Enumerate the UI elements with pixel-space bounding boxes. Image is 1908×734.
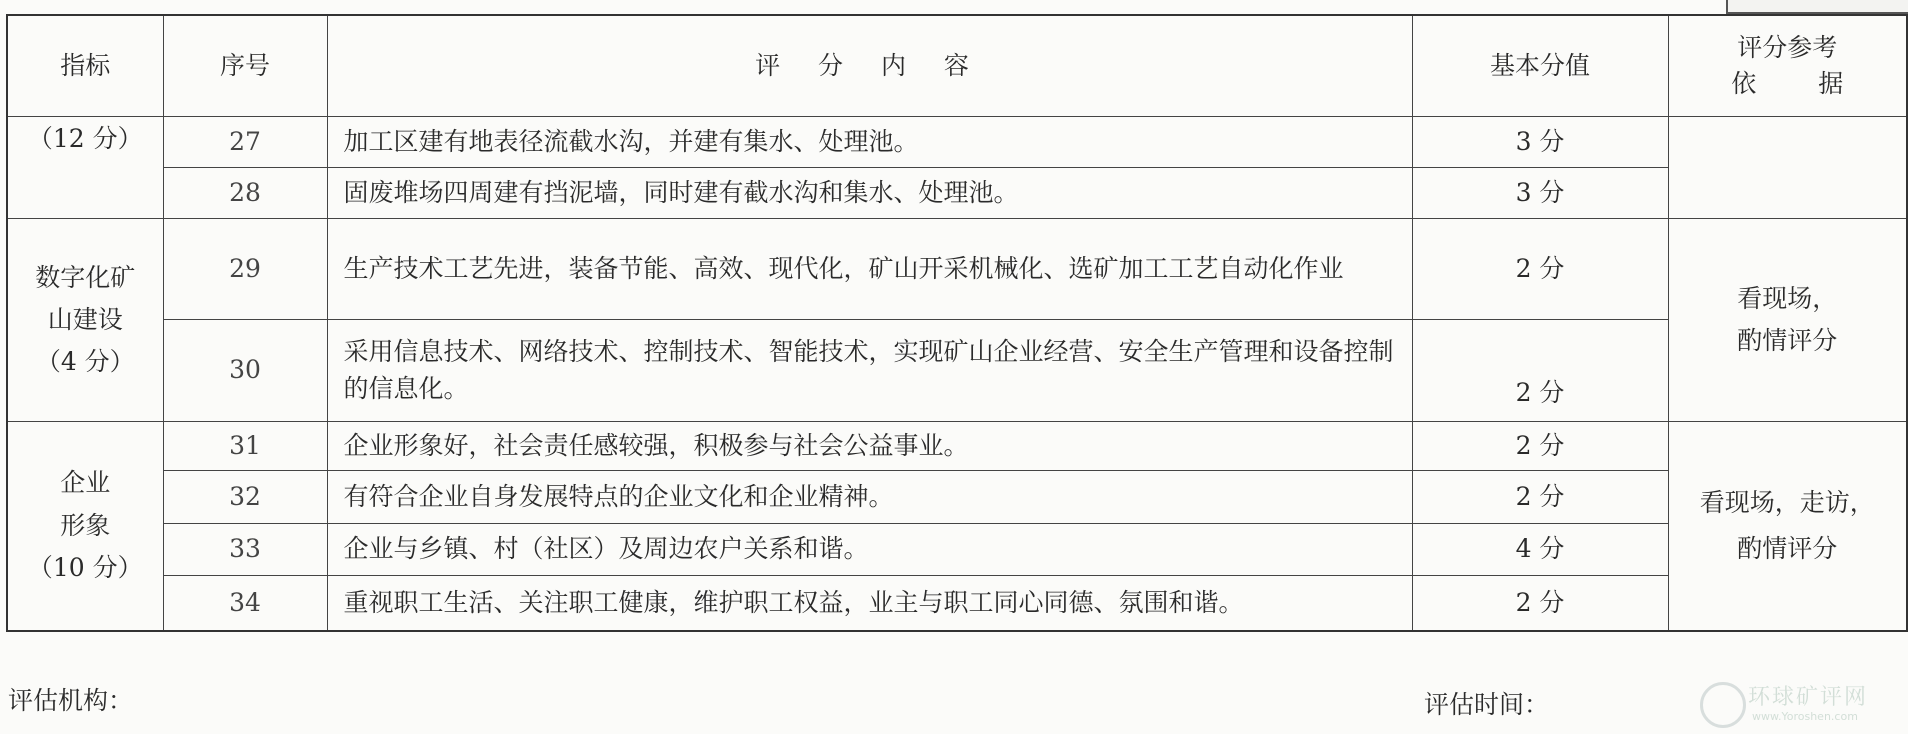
basis-cell-g1 — [1668, 117, 1907, 219]
basis-line: 酌情评分 — [1737, 533, 1838, 563]
content-cell: 有符合企业自身发展特点的企业文化和企业精神。 — [327, 471, 1412, 524]
table-row — [7, 320, 1907, 422]
indicator-line: （10 分） — [27, 552, 143, 582]
basis-line: 酌情评分 — [1737, 326, 1838, 355]
serial-cell: 34 — [163, 576, 327, 631]
header-serial: 序号 — [163, 15, 327, 117]
header-content-text: 评 分 内 容 — [755, 50, 984, 80]
content-cell: 固废堆场四周建有挡泥墙，同时建有截水沟和集水、处理池。 — [327, 168, 1412, 219]
watermark-text: 环球矿评网 — [1748, 685, 1869, 710]
basis-cell-g2 — [1668, 219, 1907, 422]
indicator-cell-g3 — [7, 422, 163, 631]
table-header-row — [7, 15, 1907, 117]
serial-cell: 27 — [163, 117, 327, 168]
header-basis-char2: 据 — [1818, 69, 1844, 98]
indicator-line: 企业 — [60, 468, 111, 498]
table-row — [7, 576, 1907, 631]
content-cell: 企业与乡镇、村（社区）及周边农户关系和谐。 — [327, 524, 1412, 576]
table-row — [7, 422, 1907, 471]
indicator-line: 形象 — [60, 510, 111, 540]
site-watermark — [1700, 680, 1900, 728]
score-cell: 2 分 — [1412, 219, 1668, 320]
table-row — [7, 168, 1907, 219]
scoring-table — [6, 14, 1908, 632]
score-cell: 3 分 — [1412, 168, 1668, 219]
basis-line: 看现场，走访， — [1699, 487, 1875, 517]
content-cell: 采用信息技术、网络技术、控制技术、智能技术，实现矿山企业经营、安全生产管理和设备控制的信息化。 — [327, 320, 1412, 422]
header-content — [327, 15, 1412, 117]
header-basis-line1: 评分参考 — [1737, 32, 1838, 62]
header-base-score: 基本分值 — [1412, 15, 1668, 117]
page-corner-tab — [1726, 0, 1908, 14]
indicator-line: （12 分） — [27, 124, 143, 153]
basis-cell-g3 — [1668, 422, 1907, 631]
header-indicator: 指标 — [7, 15, 163, 117]
indicator-cell-g1 — [7, 117, 163, 219]
serial-cell: 30 — [163, 320, 327, 422]
content-cell: 企业形象好，社会责任感较强，积极参与社会公益事业。 — [327, 422, 1412, 471]
indicator-line: （4 分） — [35, 347, 135, 377]
score-cell: 2 分 — [1412, 320, 1668, 422]
score-cell: 4 分 — [1412, 524, 1668, 576]
evaluation-agency-label: 评估机构： — [8, 686, 134, 715]
content-cell: 重视职工生活、关注职工健康，维护职工权益，业主与职工同心同德、氛围和谐。 — [327, 576, 1412, 631]
serial-cell: 28 — [163, 168, 327, 219]
evaluation-time-label: 评估时间： — [1424, 690, 1550, 719]
basis-line: 看现场， — [1737, 283, 1838, 313]
table-row — [7, 219, 1907, 320]
serial-cell: 32 — [163, 471, 327, 524]
watermark-logo-icon — [1700, 682, 1746, 728]
score-cell: 2 分 — [1412, 576, 1668, 631]
serial-cell: 31 — [163, 422, 327, 471]
indicator-line: 数字化矿 — [35, 262, 136, 292]
header-basis-line2 — [1731, 66, 1843, 102]
indicator-line: 山建设 — [47, 304, 123, 334]
score-cell: 3 分 — [1412, 117, 1668, 168]
table-row — [7, 471, 1907, 524]
watermark-url: www.Yoroshen.com — [1752, 710, 1858, 723]
score-cell: 2 分 — [1412, 422, 1668, 471]
serial-cell: 33 — [163, 524, 327, 576]
header-basis — [1668, 15, 1907, 117]
table-row — [7, 117, 1907, 168]
table-row — [7, 524, 1907, 576]
indicator-cell-g2 — [7, 219, 163, 422]
content-cell: 生产技术工艺先进，装备节能、高效、现代化，矿山开采机械化、选矿加工工艺自动化作业 — [327, 219, 1412, 320]
score-cell: 2 分 — [1412, 471, 1668, 524]
header-basis-char1: 依 — [1731, 69, 1757, 98]
content-cell: 加工区建有地表径流截水沟，并建有集水、处理池。 — [327, 117, 1412, 168]
serial-cell: 29 — [163, 219, 327, 320]
